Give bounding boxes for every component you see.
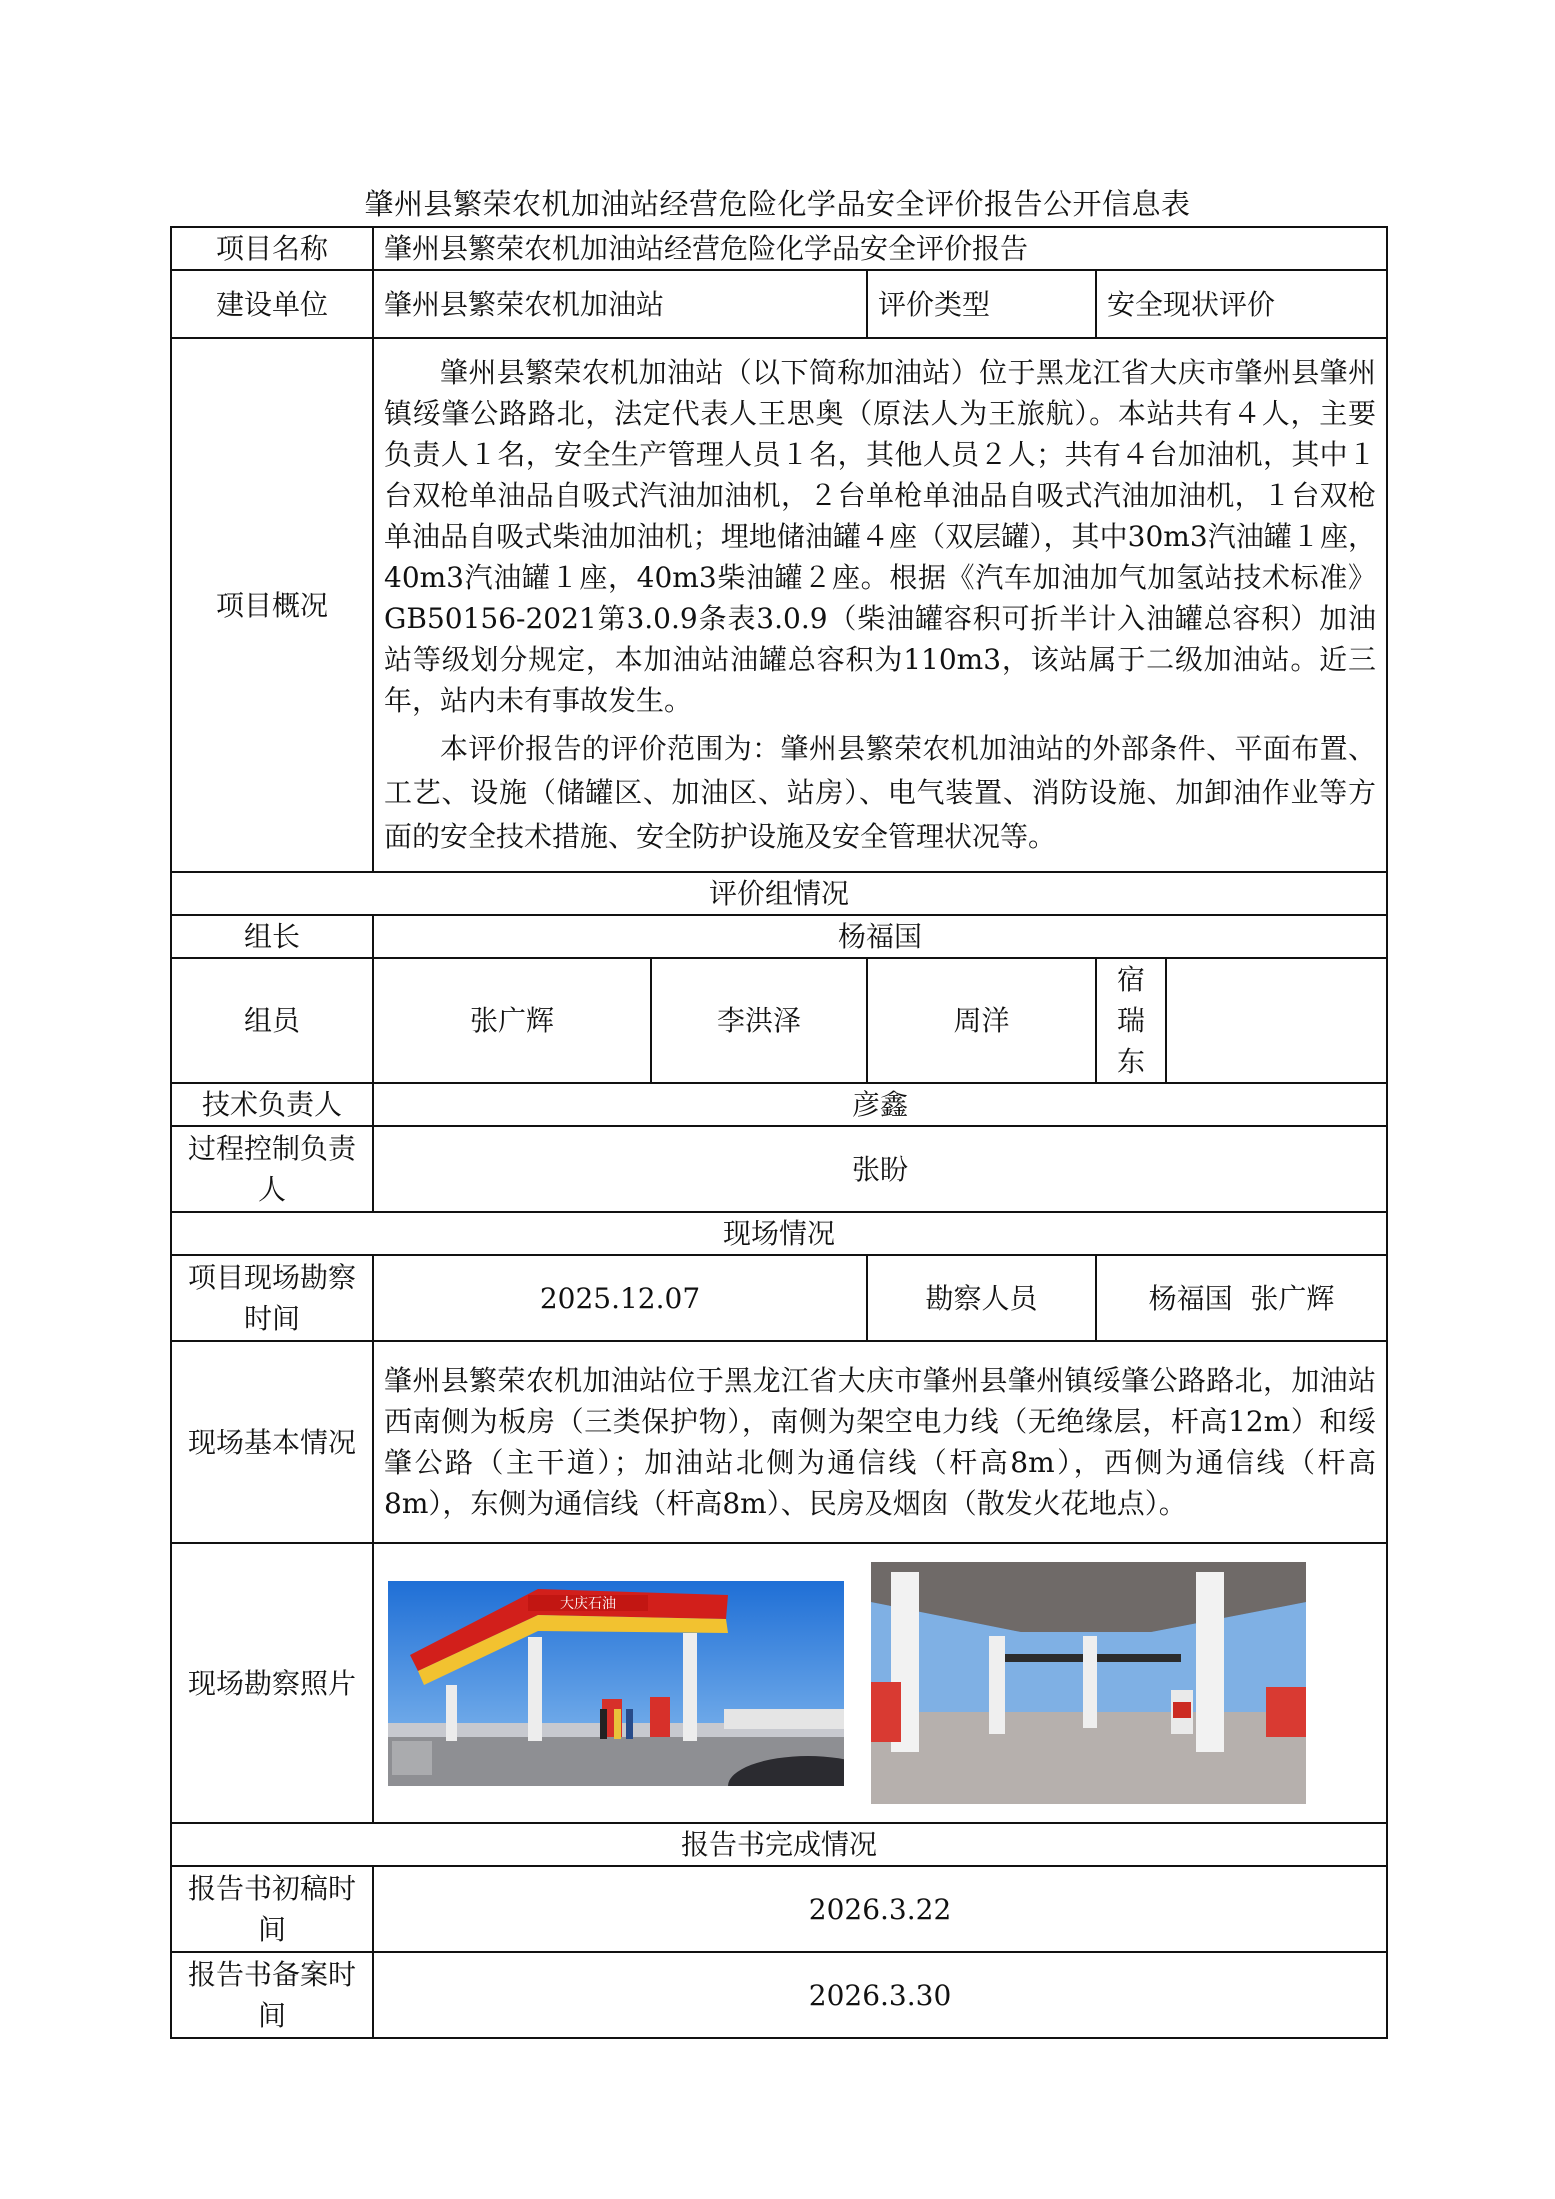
process-lead-label: 过程控制负责人 [171, 1126, 373, 1212]
row-leader [171, 915, 1387, 958]
member-4: 宿瑞东 [1096, 958, 1166, 1083]
row-report-header [171, 1823, 1387, 1866]
site-basic-label: 现场基本情况 [171, 1341, 373, 1543]
overview-paragraph-1: 肇州县繁荣农机加油站（以下简称加油站）位于黑龙江省大庆市肇州县肇州镇绥肇公路路北，法定代表人王思奥（原法人为王旅航）。本站共有４人，主要负责人１名，安全生产管理人员１名，其他人员２人；共有４台加油机，其中１台双枪单油品自吸式汽油加油机，２台单枪单油品自吸式汽油加油机，１台双枪单油品自吸式柴油加油机；埋地储油罐４座（双层罐），其中30m3汽油罐１座，40m3汽油罐１座，40m3柴油罐２座。根据《汽车加油加气加氢站技术标准》GB50156-2021第3.0.9条表3.0.9（柴油罐容积可折半计入油罐总容积）加油站等级划分规定，本加油站油罐总容积为110m3，该站属于二级加油站。近三年，站内未有事故发生。 [384, 355, 1377, 717]
row-survey-time [171, 1255, 1387, 1341]
row-draft-date [171, 1866, 1387, 1952]
site-photo-2 [871, 1562, 1306, 1804]
leader-value: 杨福国 [373, 915, 1387, 958]
member-2: 李洪泽 [651, 958, 867, 1083]
overview-content [373, 338, 1387, 872]
leader-label: 组长 [171, 915, 373, 958]
document-title: 肇州县繁荣农机加油站经营危险化学品安全评价报告公开信息表 [364, 187, 1191, 221]
member-1: 张广辉 [373, 958, 651, 1083]
filing-date-value: 2026.3.30 [373, 1952, 1387, 2038]
member-5 [1166, 958, 1387, 1083]
project-name-value: 肇州县繁荣农机加油站经营危险化学品安全评价报告 [373, 227, 1387, 270]
info-table [170, 226, 1388, 2039]
site-photo-1 [388, 1581, 844, 1786]
members-label: 组员 [171, 958, 373, 1083]
overview-label: 项目概况 [171, 338, 373, 872]
row-tech-lead [171, 1083, 1387, 1126]
site-photos-cell [373, 1543, 1387, 1823]
row-members [171, 958, 1387, 1083]
row-site-basic [171, 1341, 1387, 1543]
survey-time-label: 项目现场勘察时间 [171, 1255, 373, 1341]
row-project-name [171, 227, 1387, 270]
report-title: 报告书完成情况 [171, 1823, 1387, 1866]
row-filing-date [171, 1952, 1387, 2038]
row-site-photos [171, 1543, 1387, 1823]
row-eval-group-header [171, 872, 1387, 915]
construction-unit-label: 建设单位 [171, 270, 373, 338]
draft-date-value: 2026.3.22 [373, 1866, 1387, 1952]
process-lead-value: 张盼 [373, 1126, 1387, 1212]
eval-type-label: 评价类型 [867, 270, 1096, 338]
eval-type-value: 安全现状评价 [1096, 270, 1387, 338]
surveyors-label: 勘察人员 [867, 1255, 1096, 1341]
construction-unit-value: 肇州县繁荣农机加油站 [373, 270, 867, 338]
member-3: 周洋 [867, 958, 1096, 1083]
photo1-sign-text: 大庆石油 [560, 1595, 616, 1612]
tech-lead-label: 技术负责人 [171, 1083, 373, 1126]
site-basic-text: 肇州县繁荣农机加油站位于黑龙江省大庆市肇州县肇州镇绥肇公路路北，加油站西南侧为板房（三类保护物），南侧为架空电力线（无绝缘层，杆高12m）和绥肇公路（主干道）；加油站北侧为通信线（杆高8m），西侧为通信线（杆高8m），东侧为通信线（杆高8m）、民房及烟囱（散发火花地点）。 [373, 1341, 1387, 1543]
row-construction-unit [171, 270, 1387, 338]
row-process-lead [171, 1126, 1387, 1212]
site-title: 现场情况 [171, 1212, 1387, 1255]
site-photos-label: 现场勘察照片 [171, 1543, 373, 1823]
overview-paragraph-2: 本评价报告的评价范围为：肇州县繁荣农机加油站的外部条件、平面布置、工艺、设施（储罐区、加油区、站房）、电气装置、消防设施、加卸油作业等方面的安全技术措施、安全防护设施及安全管理状况等。 [384, 731, 1377, 853]
project-name-label: 项目名称 [171, 227, 373, 270]
eval-group-title: 评价组情况 [171, 872, 1387, 915]
row-site-header [171, 1212, 1387, 1255]
draft-date-label: 报告书初稿时间 [171, 1866, 373, 1952]
surveyors-value: 杨福国 张广辉 [1096, 1255, 1387, 1341]
tech-lead-value: 彦鑫 [373, 1083, 1387, 1126]
filing-date-label: 报告书备案时间 [171, 1952, 373, 2038]
survey-time-value: 2025.12.07 [373, 1255, 867, 1341]
row-overview [171, 338, 1387, 872]
